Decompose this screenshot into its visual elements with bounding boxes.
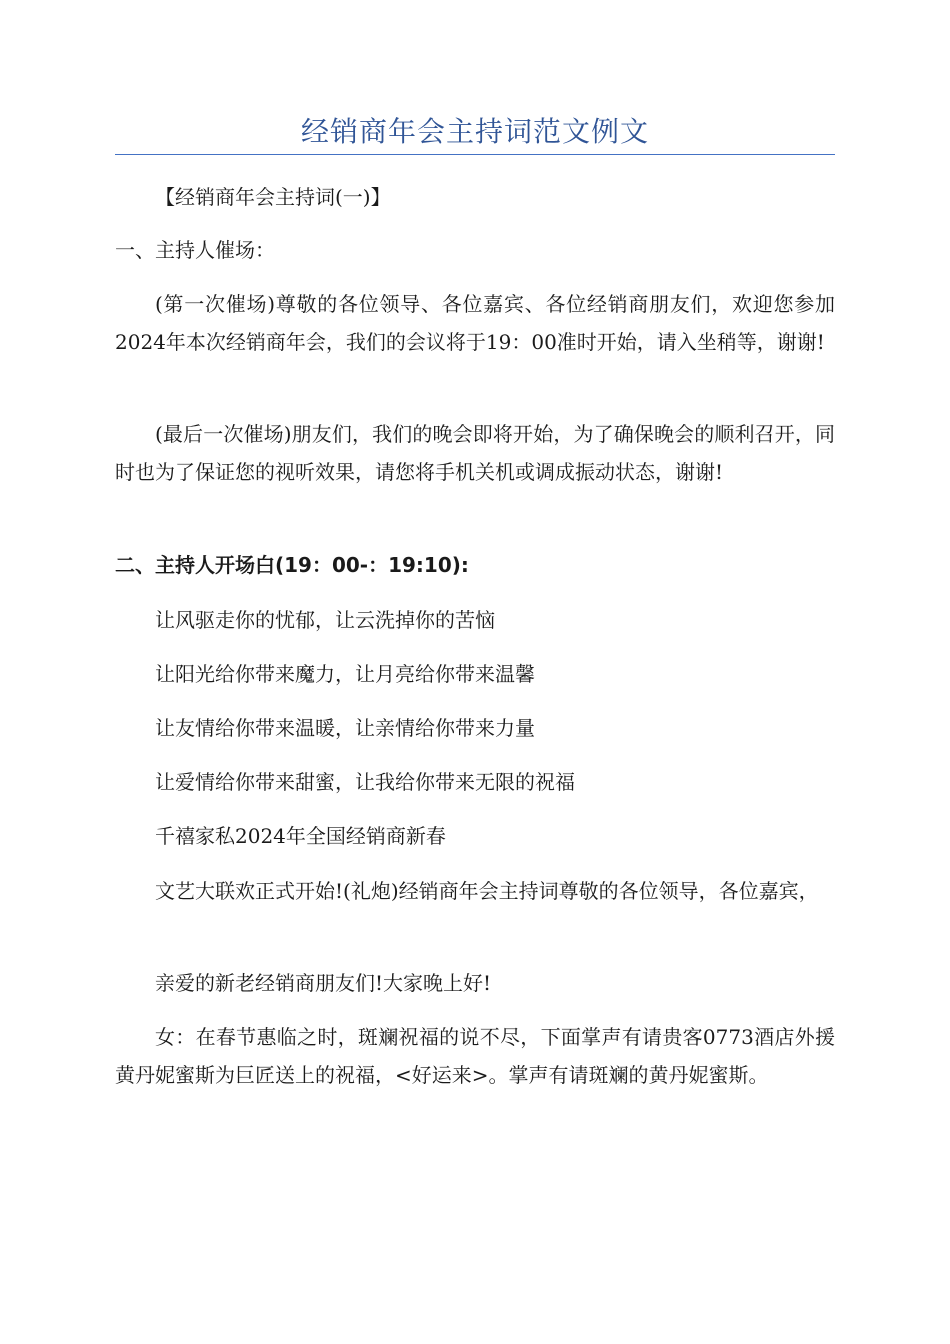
paragraph-last-call: (最后一次催场)朋友们，我们的晚会即将开始，为了确保晚会的顺利召开，同时也为了保证您的视听效果，请您将手机关机或调成振动状态，谢谢! [115, 422, 835, 484]
verse-line-1: 让风驱走你的忧郁，让云洗掉你的苦恼 [155, 608, 495, 632]
document-title: 经销商年会主持词范文例文 [300, 115, 649, 148]
title-underline [115, 154, 835, 155]
paragraph-performance-intro: 女：在春节惠临之时，斑斓祝福的说不尽，下面掌声有请贵客0773酒店外援黄丹妮蜜斯为巨匠送上的祝福，<好运来>。掌声有请斑斓的黄丹妮蜜斯。 [115, 1025, 835, 1087]
paragraph-greeting: 亲爱的新老经销商朋友们!大家晚上好! [155, 971, 492, 995]
subheading-opening: 二、主持人开场白(19：00-：19:10): [115, 553, 469, 577]
section-heading-1: 【经销商年会主持词(一)】 [155, 185, 391, 209]
paragraph-event-name: 千禧家私2024年全国经销商新春 [155, 824, 446, 848]
paragraph-opening-announcement: 文艺大联欢正式开始!(礼炮)经销商年会主持词尊敬的各位领导，各位嘉宾， [155, 879, 819, 903]
verse-line-2: 让阳光给你带来魔力，让月亮给你带来温馨 [155, 662, 535, 686]
verse-line-4: 让爱情给你带来甜蜜，让我给你带来无限的祝福 [155, 770, 575, 794]
verse-line-3: 让友情给你带来温暖，让亲情给你带来力量 [155, 716, 535, 740]
paragraph-first-call: (第一次催场)尊敬的各位领导、各位嘉宾、各位经销商朋友们，欢迎您参加2024年本次经销商年会，我们的会议将于19：00准时开始，请入坐稍等，谢谢! [115, 292, 835, 354]
subheading-host-call: 一、主持人催场： [115, 238, 275, 262]
